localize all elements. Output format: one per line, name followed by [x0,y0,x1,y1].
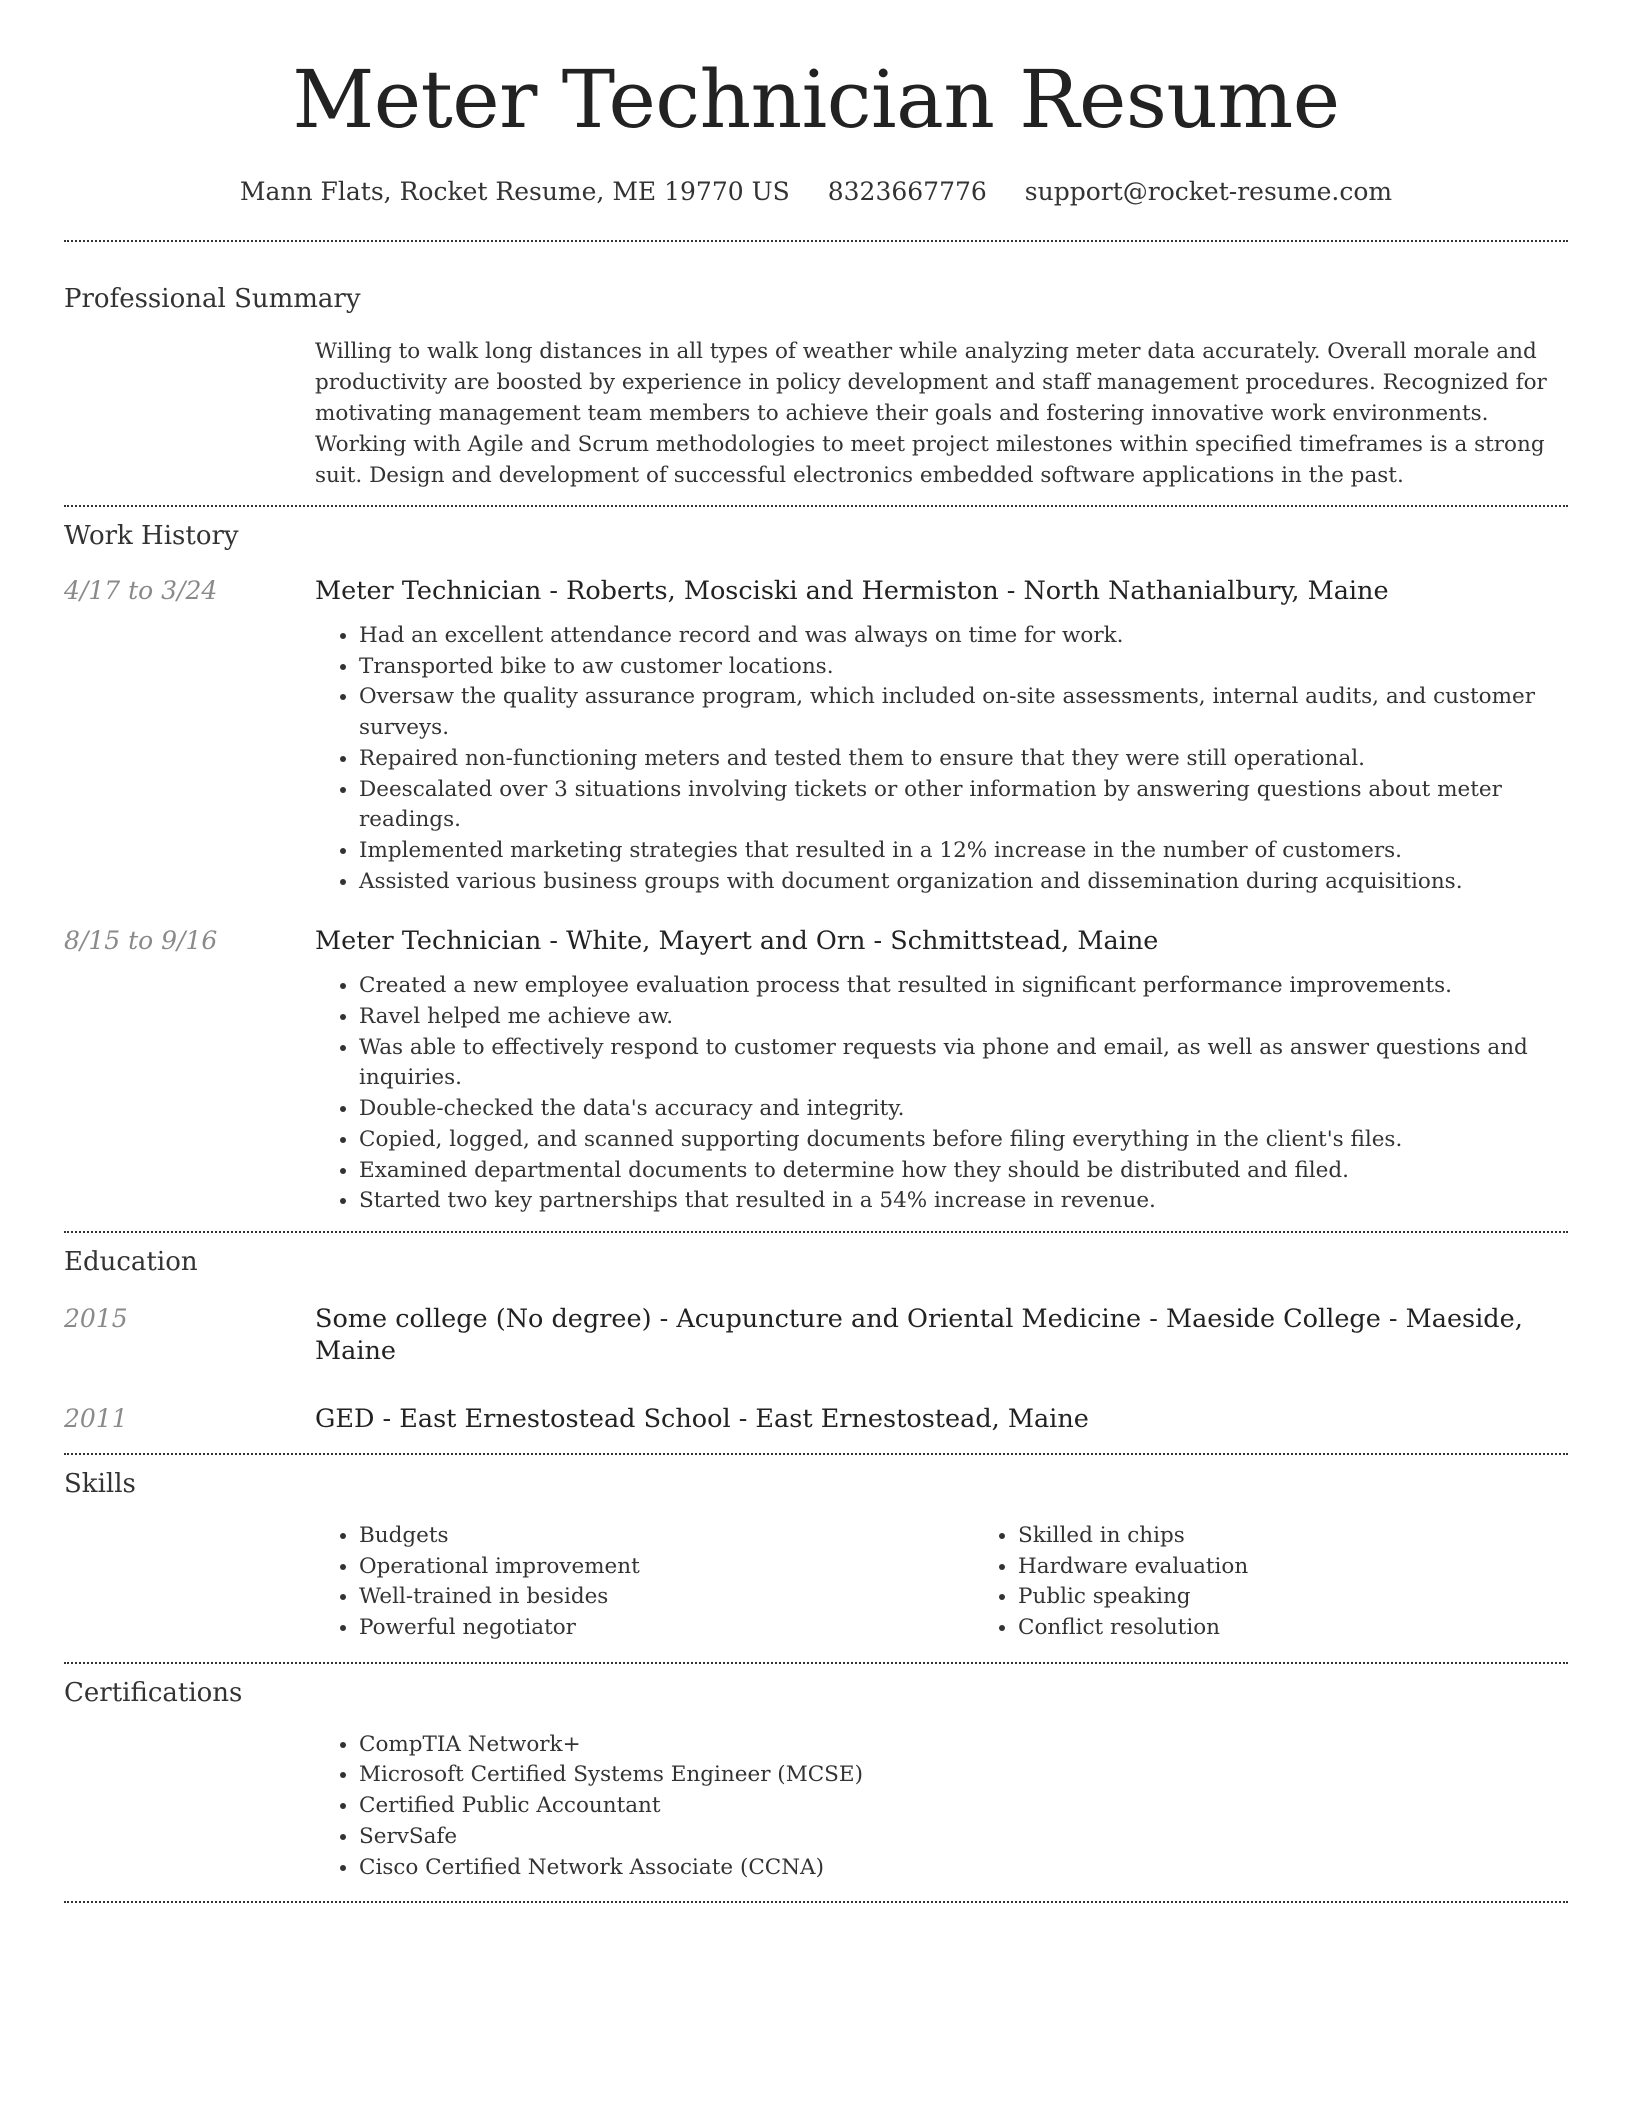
skills-spacer [64,1521,315,1644]
summary-text: Willing to walk long distances in all types of weather while analyzing meter data accurately. Overall morale and productivity are boosted by experience in policy development and staff management procedures. Recognized for motivating management team members to achieve their goals and fostering innovative work environments. Working with Agile and Scrum methodologies to meet project milestones within specified timeframes is a strong suit. Design and development of successful electronics embedded software applications in the past. [315,339,1547,488]
job-body [315,925,1568,1217]
work-section [64,519,1568,1217]
job-title: Meter Technician - Roberts, Mosciski and Hermiston - North Nathanialbury, Maine [315,576,1389,606]
list-item: • Transported bike to aw customer locations. [359,652,1568,683]
job-dates: 8/15 to 9/16 [64,926,218,956]
list-item: • Implemented marketing strategies that resulted in a 12% increase in the number of customers. [359,836,1568,867]
list-item: • Conflict resolution [1018,1613,1248,1644]
education-entry [64,1403,1568,1435]
list-item: • Created a new employee evaluation process that resulted in significant performance improvements. [359,971,1568,1002]
contact-address: Mann Flats, Rocket Resume, ME 19770 US [239,177,790,206]
certifications-list [315,1730,1568,1884]
education-entry [64,1303,1568,1367]
list-item: • Had an excellent attendance record and was always on time for work. [359,621,1568,652]
divider [64,505,1568,507]
list-item: • Certified Public Accountant [359,1791,1568,1822]
certifications-section [64,1676,1568,1884]
list-item: • Assisted various business groups with document organization and dissemination during acquisitions. [359,867,1568,898]
summary-body [315,336,1568,491]
summary-section [64,282,1568,491]
list-item: • Cisco Certified Network Associate (CCNA) [359,1853,1568,1884]
list-item: • Oversaw the quality assurance program, which included on-site assessments, internal audits, and customer surveys. [359,682,1568,743]
list-item: • Copied, logged, and scanned supporting documents before filing everything in the client's files. [359,1125,1568,1156]
skills-row [64,1521,1568,1644]
job-body [315,575,1568,897]
list-item: • Public speaking [1018,1582,1248,1613]
skills-section [64,1467,1568,1644]
contact-line [64,176,1568,208]
education-year: 2015 [64,1303,128,1333]
list-item: • Budgets [359,1521,974,1552]
list-item: • Examined departmental documents to determine how they should be distributed and filed. [359,1156,1568,1187]
education-body [315,1403,1568,1435]
list-item: • ServSafe [359,1822,1568,1853]
divider [64,1662,1568,1664]
contact-phone: 8323667776 [827,177,987,206]
skills-list-right [974,1521,1248,1644]
list-item: • Deescalated over 3 situations involving tickets or other information by answering questions about meter readings. [359,775,1568,836]
certifications-spacer [64,1730,315,1884]
list-item: • Microsoft Certified Systems Engineer (MCSE) [359,1760,1568,1791]
job-entry [64,575,1568,897]
list-item: • Skilled in chips [1018,1521,1248,1552]
job-bullets [315,971,1568,1217]
list-item: • Was able to effectively respond to customer requests via phone and email, as well as answer questions and inquiries. [359,1033,1568,1094]
skills-list-left [315,1521,974,1644]
list-item: • Powerful negotiator [359,1613,974,1644]
divider [64,1901,1568,1903]
job-dates: 4/17 to 3/24 [64,576,218,605]
list-item: • Ravel helped me achieve aw. [359,1002,1568,1033]
divider [64,1453,1568,1455]
section-heading-certifications: Certifications [64,1677,243,1708]
section-heading-summary: Professional Summary [64,284,361,314]
skills-columns [315,1521,1568,1644]
page-title: Meter Technician Resume [292,53,1340,146]
list-item: • Operational improvement [359,1552,974,1583]
education-section [64,1245,1568,1435]
job-bullets [315,621,1568,897]
summary-spacer [64,336,315,491]
list-item: • Well-trained in besides [359,1582,974,1613]
education-year: 2011 [64,1403,128,1433]
certifications-body [315,1730,1568,1884]
divider [64,240,1568,242]
list-item: • Repaired non-functioning meters and tested them to ensure that they were still operational. [359,744,1568,775]
section-heading-work: Work History [64,521,239,551]
list-item: • Started two key partnerships that resulted in a 54% increase in revenue. [359,1186,1568,1217]
education-title: Some college (No degree) - Acupuncture and Oriental Medicine - Maeside College - Maeside, Maine [315,1303,1523,1366]
list-item: • CompTIA Network+ [359,1730,1568,1761]
contact-email: support@rocket-resume.com [1024,177,1393,206]
summary-row [64,336,1568,491]
divider [64,1231,1568,1233]
section-heading-skills: Skills [64,1468,136,1499]
education-body [315,1303,1568,1367]
certifications-row [64,1730,1568,1884]
job-entry [64,925,1568,1217]
job-title: Meter Technician - White, Mayert and Orn - Schmittstead, Maine [315,926,1159,957]
education-title: GED - East Ernestostead School - East Ernestostead, Maine [315,1403,1089,1434]
section-heading-education: Education [64,1246,198,1277]
list-item: • Hardware evaluation [1018,1552,1248,1583]
list-item: • Double-checked the data's accuracy and integrity. [359,1094,1568,1125]
